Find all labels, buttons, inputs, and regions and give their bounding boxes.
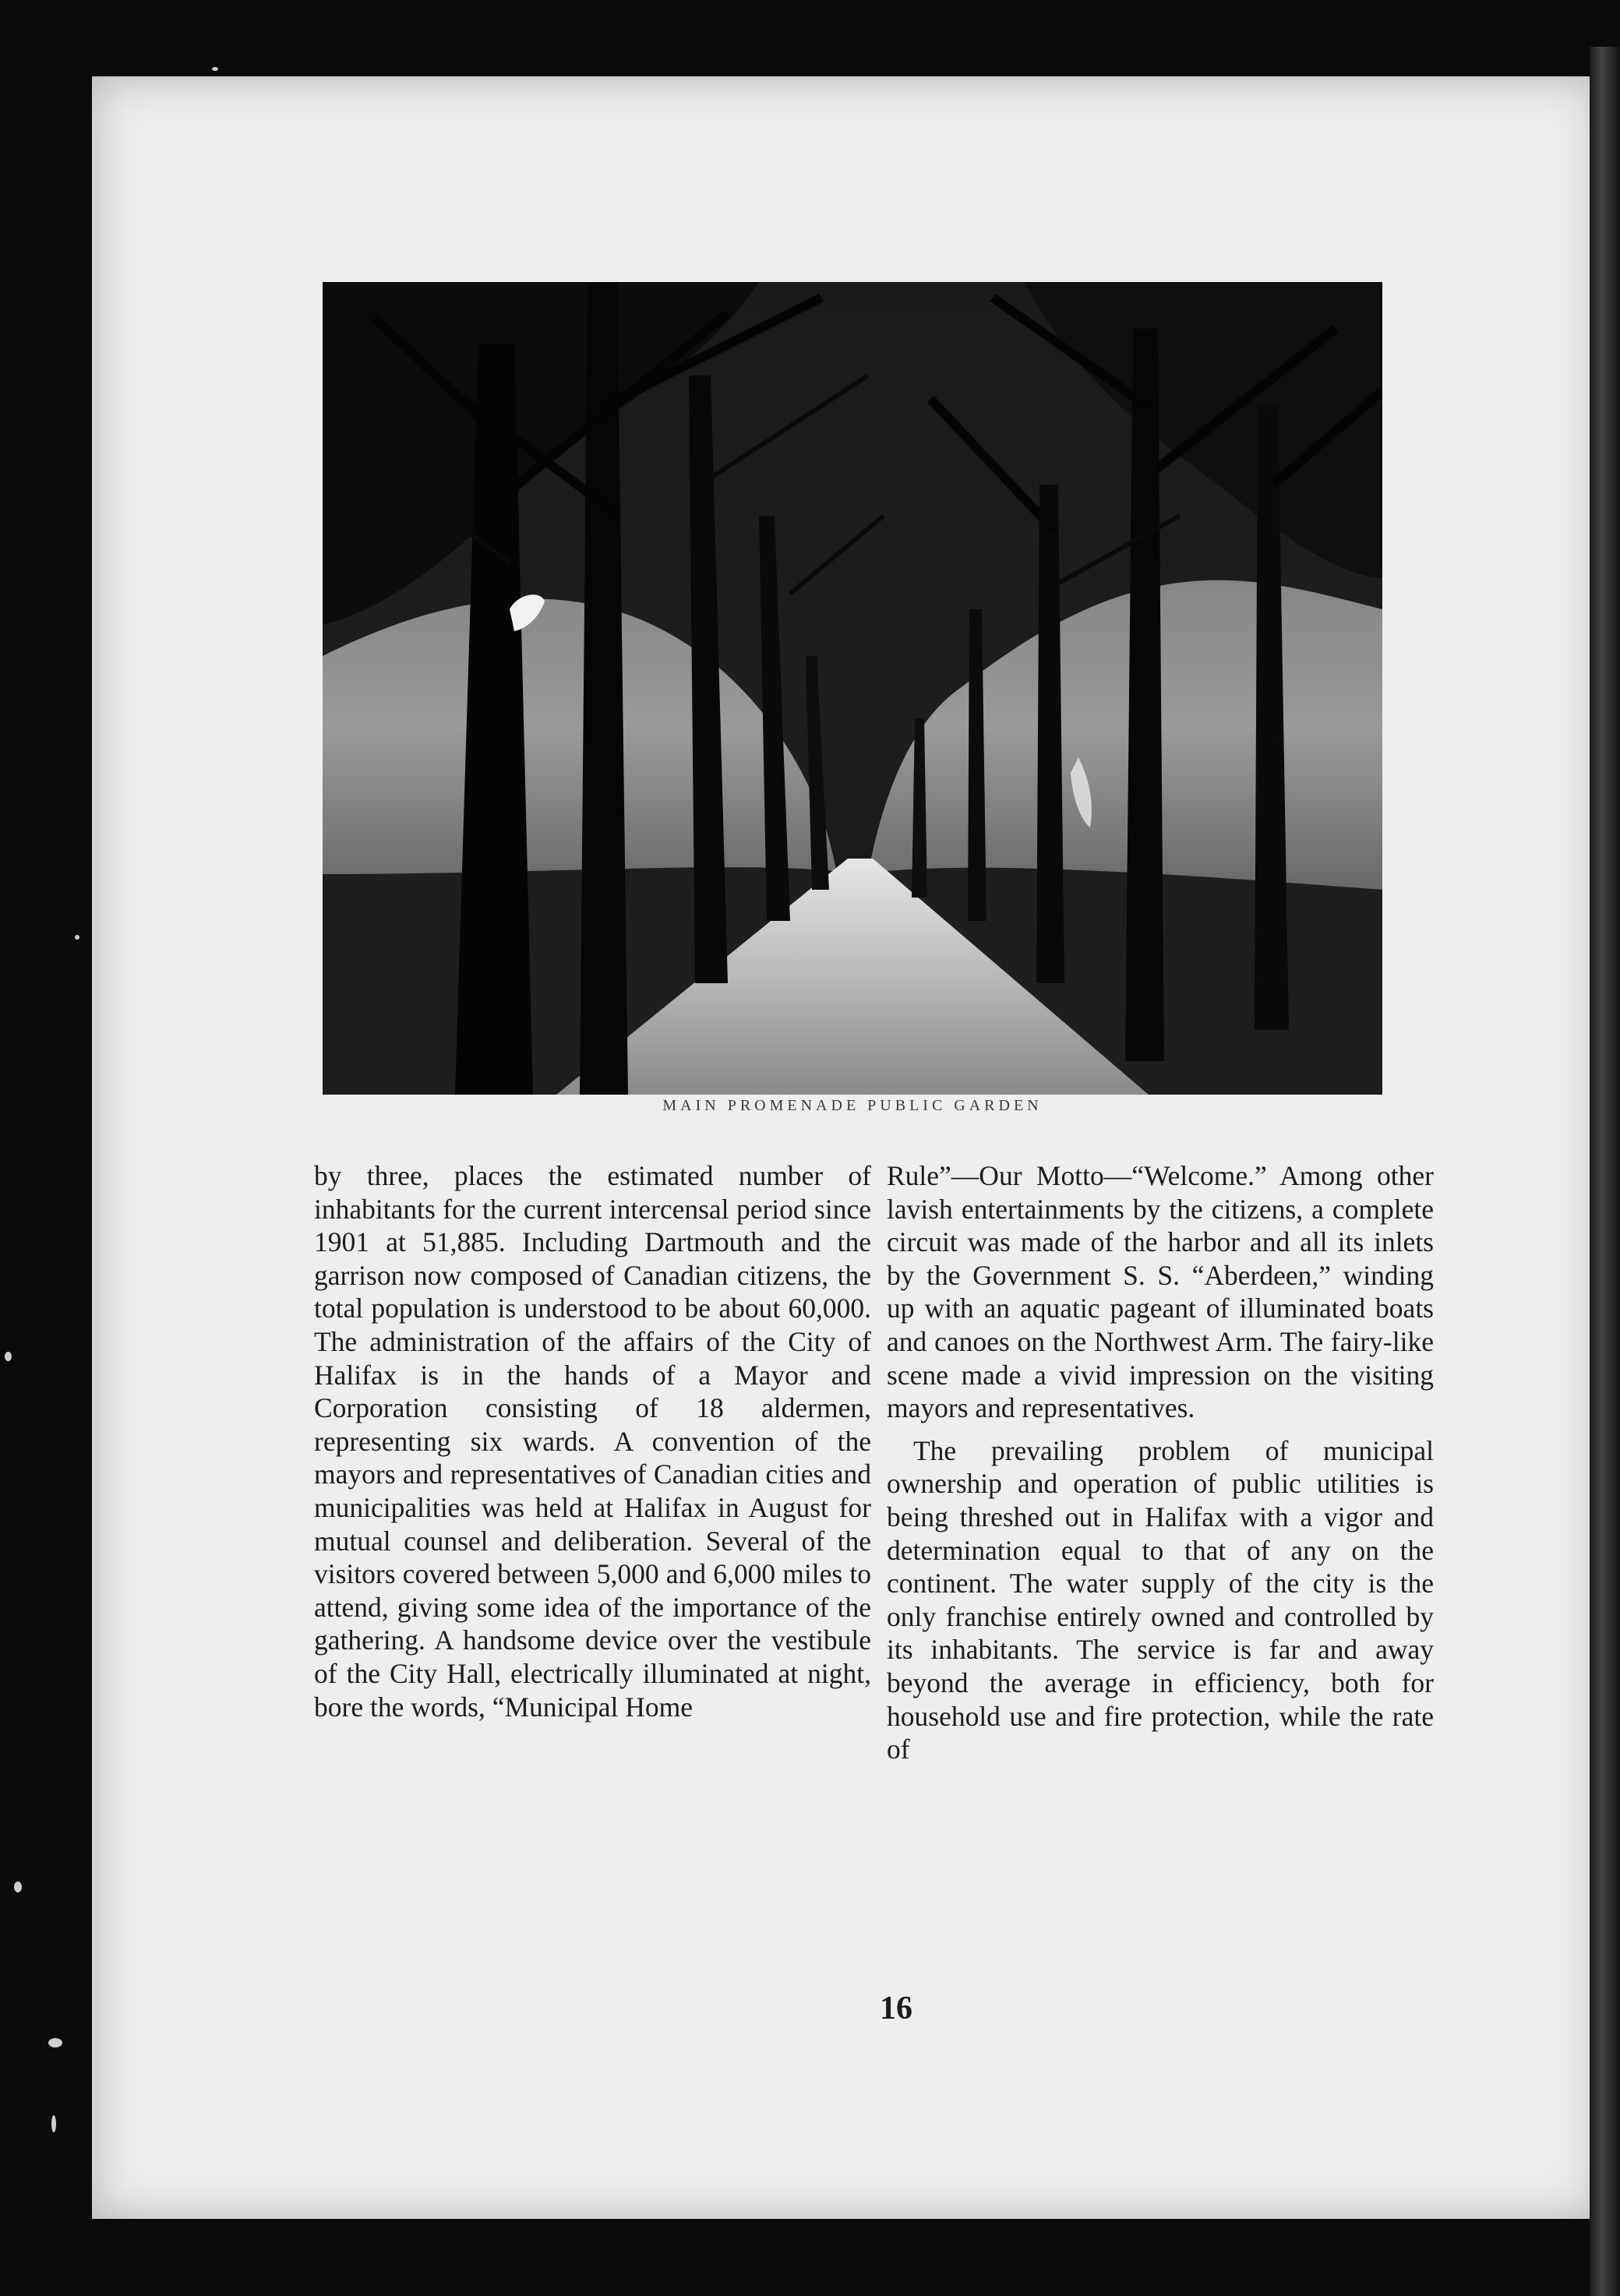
margin-speck	[51, 2115, 56, 2132]
tree-lined-path-illustration	[323, 282, 1382, 1095]
text-column-left	[314, 1159, 871, 1723]
promenade-photograph	[323, 282, 1382, 1095]
margin-speck	[75, 935, 79, 940]
text-column-right	[887, 1159, 1434, 1766]
photo-caption: MAIN PROMENADE PUBLIC GARDEN	[662, 1097, 1043, 1114]
margin-speck	[14, 1882, 22, 1892]
body-paragraph: The prevailing problem of municipal ownership and operation of public utilities is being threshed out in Halifax with a vigor and determination equal to that of any on the continent. The water supply of the city is the only franchise entirely owned and controlled by its inhabitants. The service is far and away beyond the average in efficiency, both for household use and fire protection, while the rate of	[887, 1434, 1434, 1765]
page-binding	[1590, 47, 1620, 2296]
body-paragraph: Rule”—Our Motto—“Welcome.” Among other lavish entertainments by the citizens, a complete circuit was made of the harbor and all its inlets by the Government S. S. “Aberdeen,” winding up with an aquatic pageant of illuminated boats and canoes on the Northwest Arm. The fairy-like scene made a vivid impression on the visiting mayors and representatives.	[887, 1160, 1434, 1424]
margin-speck	[48, 2038, 62, 2047]
margin-speck	[5, 1352, 12, 1361]
page-number: 16	[880, 1991, 912, 2026]
body-paragraph: by three, places the estimated number of inhabitants for the current intercensal period since 1901 at 51,885. Including Dartmouth and the garrison now composed of Canadian citizens, the total population is understood to be about 60,000. The administration of the affairs of the City of Halifax is in the hands of a Mayor and Corporation consisting of 18 aldermen, representing six wards. A convention of the mayors and representatives of Canadian cities and municipalities was held at Halifax in August for mutual counsel and deliberation. Several of the visitors covered between 5,000 and 6,000 miles to attend, giving some idea of the importance of the gathering. A handsome device over the vestibule of the City Hall, electrically illuminated at night, bore the words, “Municipal Home	[314, 1160, 871, 1723]
margin-speck	[212, 67, 218, 71]
